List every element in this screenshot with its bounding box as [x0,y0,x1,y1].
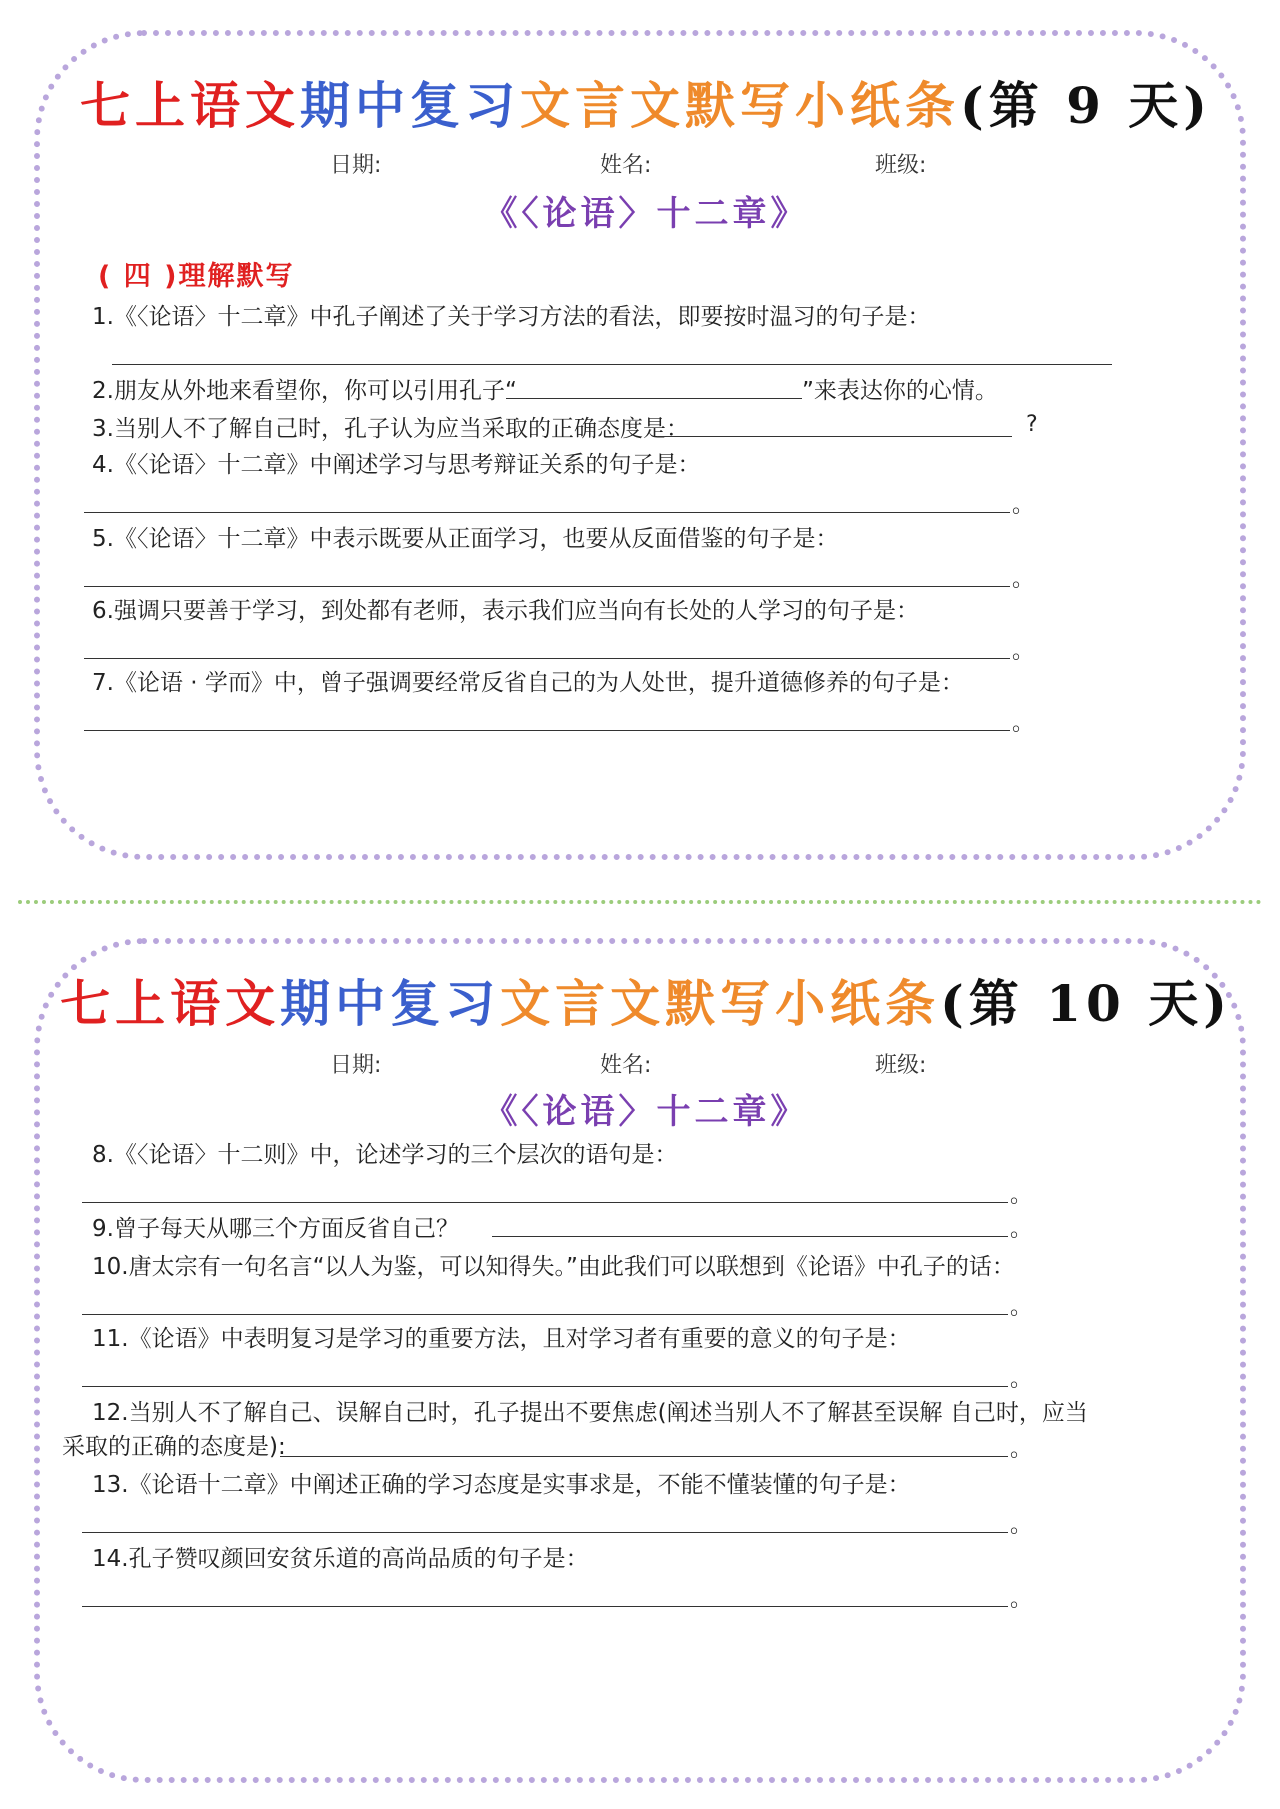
question-2-after: ”来表达你的心情。 [802,378,998,404]
class-label: 班级: [875,153,927,178]
period-10: 。 [1010,1295,1033,1320]
worksheet-card-day-10 [34,938,1246,1783]
section-heading: ( 四 )理解默写 [98,261,295,292]
question-13: 13.《论语十二章》中阐述正确的学习态度是实事求是，不能不懂装懂的句子是： [92,1472,911,1498]
class-label: 班级: [875,1053,927,1078]
period-9: 。 [1010,1217,1033,1242]
question-11: 11.《论语》中表明复习是学习的重要方法，且对学习者有重要的意义的句子是： [92,1326,911,1352]
name-label: 姓名: [600,153,652,178]
period-7: 。 [1012,711,1035,736]
worksheet-card-day-9 [34,30,1246,860]
card-title [40,70,1252,142]
period-4: 。 [1012,493,1035,518]
question-12-line-2: 采取的正确的态度是): [62,1434,286,1460]
answer-line-2[interactable] [506,398,802,399]
question-4: 4.《〈论语〉十二章》中阐述学习与思考辩证关系的句子是： [92,452,701,478]
question-8: 8.《〈论语〉十二则》中，论述学习的三个层次的语句是： [92,1142,678,1168]
name-label: 姓名: [600,1053,652,1078]
answer-line-9[interactable] [492,1236,1008,1237]
question-7: 7.《论语 · 学而》中，曾子强调要经常反省自己的为人处世，提升道德修养的句子是： [92,670,964,696]
question-6: 6.强调只要善于学习，到处都有老师，表示我们应当向有长处的人学习的句子是： [92,598,919,624]
question-1: 1.《〈论语〉十二章》中孔子阐述了关于学习方法的看法，即要按时温习的句子是： [92,304,931,330]
title-part-day: (第 9 天) [960,76,1212,135]
answer-line-13[interactable] [82,1532,1008,1533]
title-part-topic: 文言文默写小纸条 [520,76,961,135]
title-part-subject: 七上语文 [80,76,301,135]
date-label: 日期: [330,1053,382,1078]
period-11: 。 [1010,1367,1033,1392]
question-14: 14.孔子赞叹颜回安贫乐道的高尚品质的句子是： [92,1546,589,1572]
answer-line-3[interactable] [658,436,1012,437]
period-12: 。 [1010,1437,1033,1462]
answer-line-7[interactable] [84,730,1010,731]
card-separator [18,900,1262,904]
period-14: 。 [1010,1587,1033,1612]
title-part-day: (第 10 天) [940,974,1232,1033]
answer-line-12[interactable] [280,1456,1008,1457]
answer-line-8[interactable] [82,1202,1008,1203]
title-part-subject: 七上语文 [60,974,281,1033]
date-label: 日期: [330,153,382,178]
answer-line-5[interactable] [84,586,1010,587]
answer-line-6[interactable] [84,658,1010,659]
period-8: 。 [1010,1183,1033,1208]
title-part-review: 期中复习 [280,974,501,1033]
question-2-before: 2.朋友从外地来看望你，你可以引用孔子“ [92,378,517,404]
answer-line-11[interactable] [82,1386,1008,1387]
answer-line-4[interactable] [84,512,1010,513]
question-3: 3.当别人不了解自己时，孔子认为应当采取的正确态度是： [92,416,689,442]
period-5: 。 [1012,567,1035,592]
answer-line-14[interactable] [82,1606,1008,1607]
question-3-mark: ? [1026,412,1038,437]
lesson-title: 《〈论语〉十二章》 [483,1092,809,1132]
period-13: 。 [1010,1513,1033,1538]
title-part-topic: 文言文默写小纸条 [500,974,941,1033]
lesson-title: 《〈论语〉十二章》 [483,194,809,234]
question-5: 5.《〈论语〉十二章》中表示既要从正面学习，也要从反面借鉴的句子是： [92,526,839,552]
card-title [40,968,1252,1040]
period-6: 。 [1012,639,1035,664]
question-12-line-1: 12.当别人不了解自己、误解自己时，孔子提出不要焦虑(阐述当别人不了解甚至误解 自己时，应当 [92,1400,1088,1426]
question-10: 10.唐太宗有一句名言“以人为鉴，可以知得失。”由此我们可以联想到《论语》中孔子的话： [92,1254,1015,1280]
title-part-review: 期中复习 [300,76,521,135]
answer-line-1[interactable] [112,364,1112,365]
question-9: 9.曾子每天从哪三个方面反省自己？ [92,1216,459,1242]
answer-line-10[interactable] [82,1314,1008,1315]
